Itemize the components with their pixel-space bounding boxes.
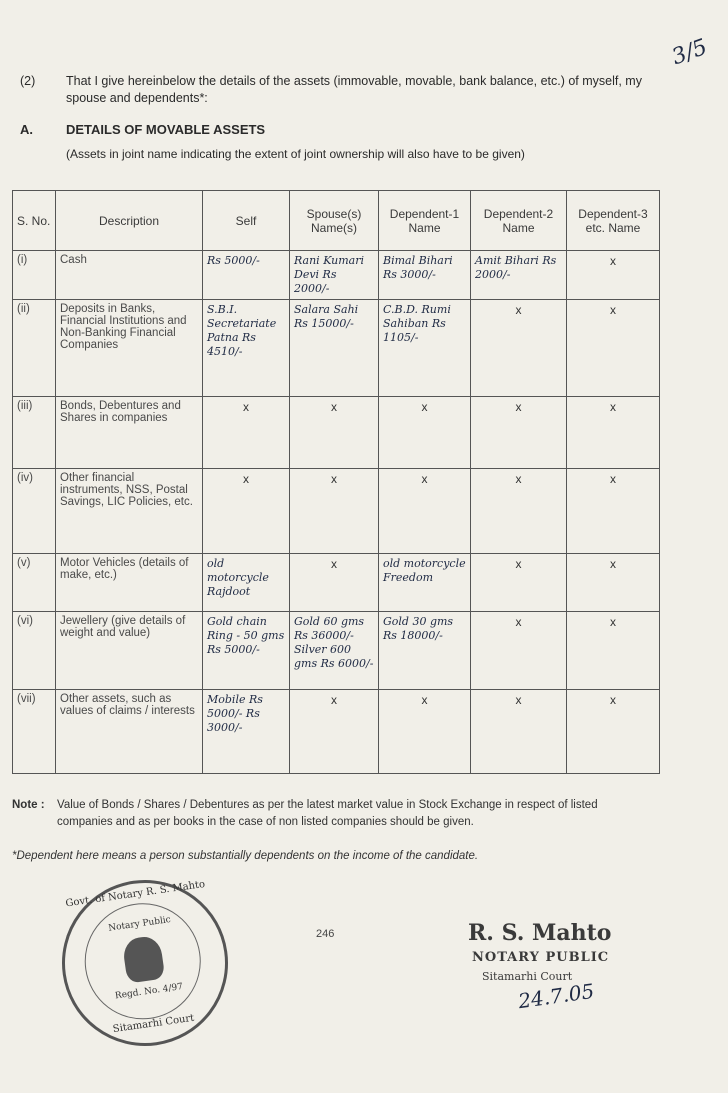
dependent-3-value: x [567, 251, 660, 300]
dependent-1-value: x [379, 469, 471, 554]
dependent-2-value: x [471, 397, 567, 469]
self-value: Mobile Rs 5000/- Rs 3000/- [203, 690, 290, 774]
self-value: Gold chain Ring - 50 gms Rs 5000/- [203, 612, 290, 690]
dependent-1-value: x [379, 397, 471, 469]
dependent-2-value: Amit Bihari Rs 2000/- [471, 251, 567, 300]
seal-right-place: Sitamarhi Court [482, 970, 573, 983]
header-dependent-1: Dependent-1 Name [379, 191, 471, 251]
spouse-value: Salara Sahi Rs 15000/- [290, 300, 379, 397]
dependent-note: *Dependent here means a person substantially dependents on the income of the candidate. [12, 850, 479, 862]
dependent-3-value: x [567, 612, 660, 690]
dependent-1-value: Gold 30 gms Rs 18000/- [379, 612, 471, 690]
note-text: Value of Bonds / Shares / Debentures as per the latest market value in Stock Exchange in respect of listed companies and as per books in the case of non listed companies should be given. [57, 799, 598, 828]
seal-right-name: R. S. Mahto [468, 920, 612, 946]
header-sno: S. No. [13, 191, 56, 251]
section-title: DETAILS OF MOVABLE ASSETS [66, 122, 266, 137]
self-value: x [203, 397, 290, 469]
dependent-1-value: old motorcycle Freedom [379, 554, 471, 612]
header-dependent-3: Dependent-3 etc. Name [567, 191, 660, 251]
section-letter: A. [20, 122, 33, 137]
dependent-1-value: C.B.D. Rumi Sahiban Rs 1105/- [379, 300, 471, 397]
seal-right-title: NOTARY PUBLIC [472, 950, 610, 965]
row-description: Bonds, Debentures and Shares in companies [56, 397, 203, 469]
dependent-2-value: x [471, 690, 567, 774]
self-value: x [203, 469, 290, 554]
self-value: S.B.I. Secretariate Patna Rs 4510/- [203, 300, 290, 397]
dependent-2-value: x [471, 469, 567, 554]
row-number: (iv) [13, 469, 56, 554]
intro-number: (2) [20, 74, 36, 88]
row-description: Motor Vehicles (details of make, etc.) [56, 554, 203, 612]
section-subtitle: (Assets in joint name indicating the extent of joint ownership will also have to be given) [66, 147, 525, 161]
table-row [13, 397, 660, 469]
dependent-1-value: x [379, 690, 471, 774]
row-number: (ii) [13, 300, 56, 397]
spouse-value: x [290, 469, 379, 554]
dependent-3-value: x [567, 469, 660, 554]
table-row [13, 300, 660, 397]
dependent-3-value: x [567, 300, 660, 397]
header-dependent-2: Dependent-2 Name [471, 191, 567, 251]
seal-left-top-text: Govt. of Notary R. S. Mahto [64, 878, 206, 910]
dependent-1-value: Bimal Bihari Rs 3000/- [379, 251, 471, 300]
row-description: Other financial instruments, NSS, Postal Savings, LIC Policies, etc. [56, 469, 203, 554]
row-number: (v) [13, 554, 56, 612]
row-description: Other assets, such as values of claims / interests [56, 690, 203, 774]
notary-seal-left [51, 869, 238, 1056]
intro-text: That I give hereinbelow the details of the assets (immovable, movable, bank balance, etc.) of myself, my spouse and dependents*: [66, 74, 642, 105]
seal-left-bottom-text: Sitamarhi Court [112, 1012, 195, 1036]
row-number: (vii) [13, 690, 56, 774]
row-number: (iii) [13, 397, 56, 469]
dependent-3-value: x [567, 397, 660, 469]
dependent-2-value: x [471, 300, 567, 397]
row-description: Cash [56, 251, 203, 300]
table-row [13, 612, 660, 690]
spouse-value: x [290, 690, 379, 774]
dependent-3-value: x [567, 554, 660, 612]
note-label: Note : [12, 799, 45, 811]
table-row [13, 690, 660, 774]
spouse-value: Gold 60 gms Rs 36000/- Silver 600 gms Rs 6000/- [290, 612, 379, 690]
notary-seal-right [466, 918, 636, 1018]
dependent-2-value: x [471, 612, 567, 690]
row-number: (vi) [13, 612, 56, 690]
spouse-value: x [290, 554, 379, 612]
seal-right-date: 24.7.05 [516, 978, 596, 1014]
dependent-3-value: x [567, 690, 660, 774]
header-description: Description [56, 191, 203, 251]
dependent-2-value: x [471, 554, 567, 612]
movable-assets-table [12, 190, 660, 774]
spouse-value: x [290, 397, 379, 469]
table-header-row [13, 191, 660, 251]
table-row [13, 469, 660, 554]
spouse-value: Rani Kumari Devi Rs 2000/- [290, 251, 379, 300]
row-description: Jewellery (give details of weight and value) [56, 612, 203, 690]
row-number: (i) [13, 251, 56, 300]
seal-left-center-text: Notary Public [107, 915, 172, 934]
self-value: Rs 5000/- [203, 251, 290, 300]
seal-left-reg-text: Regd. No. 4/97 [114, 982, 184, 1002]
header-spouse: Spouse(s) Name(s) [290, 191, 379, 251]
table-row [13, 251, 660, 300]
self-value: old motorcycle Rajdoot [203, 554, 290, 612]
row-description: Deposits in Banks, Financial Institutions and Non-Banking Financial Companies [56, 300, 203, 397]
header-self: Self [203, 191, 290, 251]
corner-page-mark: 3/5 [668, 34, 711, 71]
table-row [13, 554, 660, 612]
page-number: 246 [316, 928, 335, 940]
